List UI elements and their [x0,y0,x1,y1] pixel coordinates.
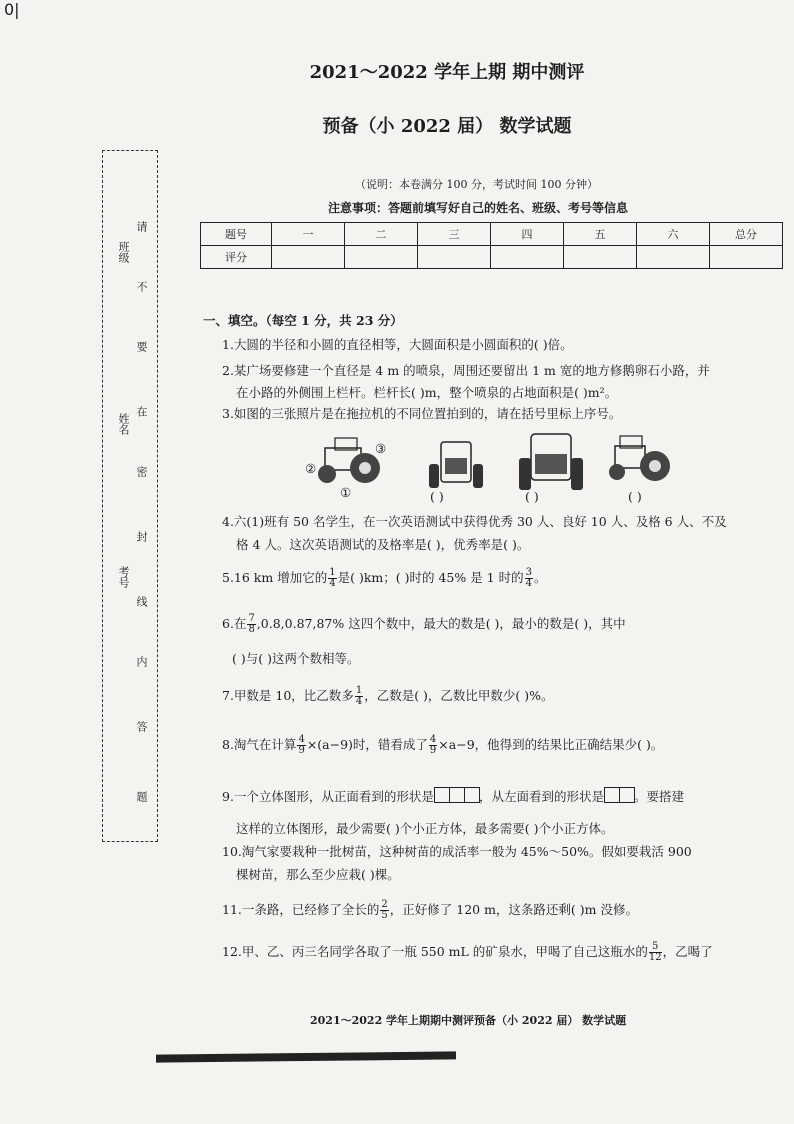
view-label-3: ③ [375,441,387,456]
question-1: 1.大圆的半径和小圆的直径相等，大圆面积是小圆面积的( )倍。 [222,337,573,352]
answer-paren[interactable]: ( ) [628,489,642,504]
question-7: 7.甲数是 10，比乙数多 $\frac{1}{4}$ ，乙数是( )，乙数比甲数少( )%。 [222,685,554,707]
seal-char: 要 [135,341,148,352]
seal-char: 题 [135,791,148,802]
exam-note: （说明：本卷满分 100 分，考试时间 100 分钟） [355,178,598,191]
fraction: $\frac{1}{4}$ [329,567,336,589]
score-col-5: 五 [564,223,637,246]
seal-char: 封 [135,531,148,542]
score-cell[interactable] [345,246,418,269]
page-edge-shadow [156,1051,456,1062]
seal-char: 答 [135,721,148,732]
seal-char: 内 [135,656,148,667]
seal-char: 请 [135,221,148,232]
fraction: $\frac{3}{4}$ [525,567,532,589]
answer-paren[interactable]: ( ) [525,489,539,504]
question-4-line1: 4.六(1)班有 50 名学生，在一次英语测试中获得优秀 30 人、良好 10 人、及格 6 人、不及 [222,514,727,529]
question-number-label: 题号 [201,223,272,246]
score-cell[interactable] [418,246,491,269]
score-table-score-row [201,246,783,269]
question-10-line2: 棵树苗，那么至少应栽( )棵。 [236,867,400,882]
tractor-front-icon [429,442,483,488]
score-cell[interactable] [491,246,564,269]
question-5 [222,568,547,589]
score-col-3: 三 [418,223,491,246]
question-2-line2: 在小路的外侧围上栏杆。栏杆长( )m，整个喷泉的占地面积是( )m²。 [236,385,618,400]
score-col-total: 总分 [710,223,783,246]
class-label: 班级 [117,241,130,263]
question-8: 8.淘气在计算 $\frac{4}{9}$ ×(a−9)时，错看成了 $\frac{4}{9}$ ×a−9，他得到的结果比正确结果少( )。 [222,734,664,756]
seal-char: 密 [135,466,148,477]
question-9-line2: 这样的立体图形，最少需要( )个小正方体，最多需要( )个小正方体。 [236,821,614,836]
tractor-side-icon [318,438,380,483]
q5-text: 5.16 km 增加它的 [222,570,328,585]
fraction: $\frac{4}{9}$ [429,734,437,756]
question-3: 3.如图的三张照片是在拖拉机的不同位置拍到的，请在括号里标上序号。 [222,406,622,421]
page-footer: 2021～2022 学年上期期中测评预备（小 2022 届） 数学试题 [310,1014,627,1027]
score-col-1: 一 [272,223,345,246]
score-label: 评分 [201,246,272,269]
front-view-shape [434,787,479,808]
score-cell[interactable] [272,246,345,269]
exam-title: 2021～2022 学年上期 期中测评 [309,62,585,83]
score-table [200,222,783,269]
question-4-line2: 格 4 人。这次英语测试的及格率是( )，优秀率是( )。 [236,537,530,552]
seal-char: 线 [135,596,148,607]
corner-mark: 0| [4,0,20,19]
question-2-line1: 2.某广场要修建一个直径是 4 m 的喷泉，周围还要留出 1 m 宽的地方修鹅卵石小路，并 [222,363,710,378]
score-col-4: 四 [491,223,564,246]
tractor-side-icon [609,436,670,481]
question-9-line1: 9.一个立体图形，从正面看到的形状是 ，从左面看到的形状是 。要搭建 [222,787,684,808]
fraction: $\frac{7}{8}$ [248,613,255,635]
fraction: $\frac{1}{4}$ [355,685,363,707]
seal-box [102,150,158,842]
exam-subtitle: 预备（小 2022 届） 数学试题 [322,116,572,137]
attention-note: 注意事项：答题前填写好自己的姓名、班级、考号等信息 [328,201,629,215]
score-table-header-row [201,223,783,246]
q5-text: 是( )km；( )时的 45% 是 1 时的 [337,570,524,585]
view-label-1: ① [340,485,352,500]
tractor-back-icon [519,434,583,490]
left-view-shape [604,787,634,808]
score-cell[interactable] [637,246,710,269]
fraction: $\frac{2}{5}$ [381,899,388,921]
seal-char: 在 [135,406,148,417]
view-label-2: ② [305,461,317,476]
seal-char: 不 [135,281,148,292]
question-11: 11.一条路，已经修了全长的 $\frac{2}{5}$ ，正好修了 120 m，这条路还剩( )m 没修。 [222,899,638,921]
score-cell[interactable] [564,246,637,269]
question-6-line2: ( )与( )这两个数相等。 [232,651,360,666]
fraction: $\frac{5}{12}$ [648,941,662,963]
score-col-6: 六 [637,223,710,246]
id-label: 考号 [117,566,130,588]
fraction: $\frac{4}{9}$ [298,734,305,756]
question-12: 12.甲、乙、丙三名同学各取了一瓶 550 mL 的矿泉水，甲喝了自己这瓶水的 $\frac{5}{12}$ ，乙喝了 [222,941,713,963]
score-col-2: 二 [345,223,418,246]
section-heading: 一、填空。（每空 1 分，共 23 分） [203,313,403,328]
q5-text: 。 [533,570,547,585]
question-6-line1: 6.在 $\frac{7}{8}$ ,0.8,0.87,87% 这四个数中，最大的数是( )，最小的数是( )，其中 [222,613,626,635]
answer-paren[interactable]: ( ) [430,489,444,504]
question-10-line1: 10.淘气家要栽种一批树苗，这种树苗的成活率一般为 45%～50%。假如要栽活 900 [222,844,692,859]
score-cell[interactable] [710,246,783,269]
name-label: 姓名 [117,413,130,435]
